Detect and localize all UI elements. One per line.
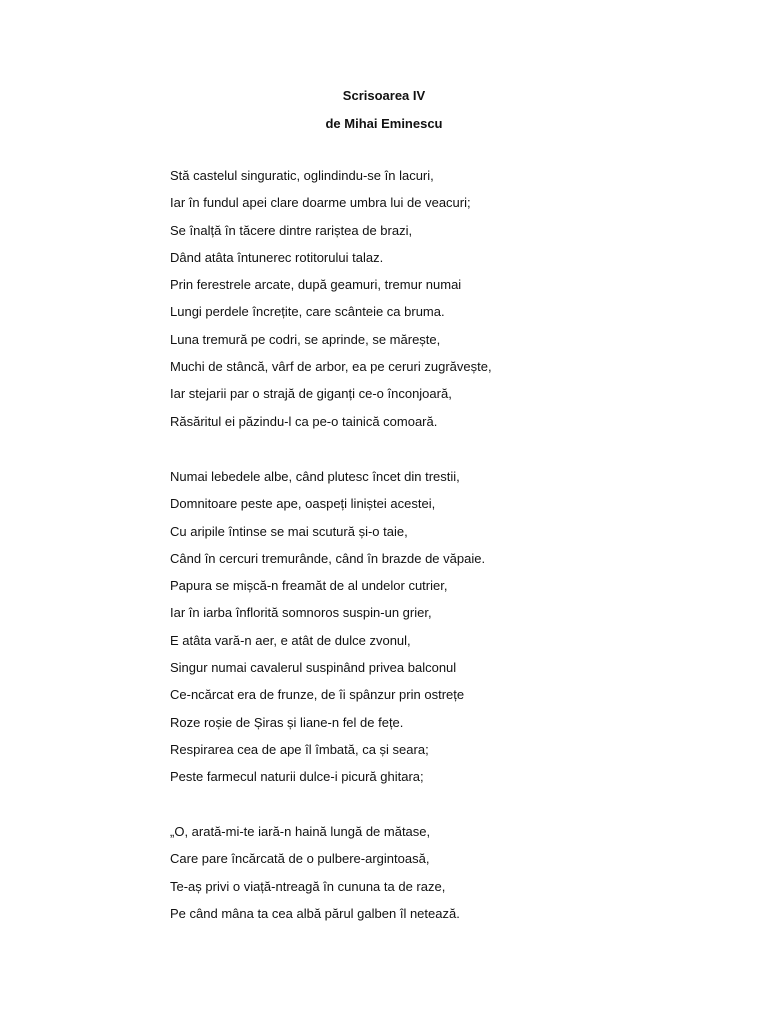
verse-line: Iar în fundul apei clare doarme umbra lui de veacuri; (170, 195, 471, 211)
verse-line: Prin ferestrele arcate, după geamuri, tremur numai (170, 277, 462, 293)
verse-line: „O, arată-mi-te iară-n haină lungă de mătase, (170, 824, 431, 839)
verse-line: E atâta vară-n aer, e atât de dulce zvonul, (170, 632, 411, 648)
verse-line: Lungi perdele încrețite, care scânteie ca bruma. (170, 304, 445, 320)
verse-line: Pe când mâna ta cea albă părul galben îl netează. (170, 905, 460, 921)
verse-line: Dând atâta întunerec rotitorului talaz. (170, 249, 384, 265)
verse-line: Respirarea cea de ape îl îmbată, ca și seara; (170, 741, 429, 757)
poem-title: Scrisoarea IV (342, 88, 426, 103)
verse-line: Singur numai cavalerul suspinând privea balconul (170, 660, 457, 676)
verse-line: Iar stejarii par o strajă de giganți ce-o înconjoară, (170, 386, 452, 402)
verse-line: Peste farmecul naturii dulce-i picură ghitara; (170, 769, 424, 785)
verse-line: Se înalță în tăcere dintre rariștea de brazi, (170, 222, 413, 238)
verse-line: Iar în iarba înflorită somnoros suspin-un grier, (170, 605, 432, 621)
verse-line: Muchi de stâncă, vârf de arbor, ea pe ceruri zugrăvește, (170, 359, 492, 375)
verse-line: Te-aș privi o viață-ntreagă în cununa ta de raze, (170, 878, 446, 894)
verse-line: Numai lebedele albe, când plutesc încet din trestii, (170, 469, 460, 484)
verse-line: Ce-ncărcat era de frunze, de îi spânzur prin ostrețe (170, 687, 465, 703)
stanza-3 (170, 824, 460, 933)
verse-line: Care pare încărcată de o pulbere-argintoasă, (170, 851, 430, 867)
poem-author: de Mihai Eminescu (325, 116, 443, 131)
stanza-1 (170, 168, 492, 441)
verse-line: Roze roșie de Șiras și liane-n fel de fețe. (170, 714, 404, 730)
stanza-2 (170, 469, 485, 797)
verse-line: Când în cercuri tremurânde, când în brazde de văpaie. (170, 550, 486, 566)
verse-line: Domnitoare peste ape, oaspeți liniștei acestei, (170, 496, 436, 512)
verse-line: Cu aripile întinse se mai scutură și-o taie, (170, 523, 408, 539)
verse-line: Răsăritul ei păzindu-l ca pe-o tainică comoară. (170, 413, 438, 429)
verse-line: Luna tremură pe codri, se aprinde, se mărește, (170, 331, 441, 347)
verse-line: Stă castelul singuratic, oglindindu-se în lacuri, (170, 168, 434, 183)
verse-line: Papura se mișcă-n freamăt de al undelor cutrier, (170, 578, 448, 594)
